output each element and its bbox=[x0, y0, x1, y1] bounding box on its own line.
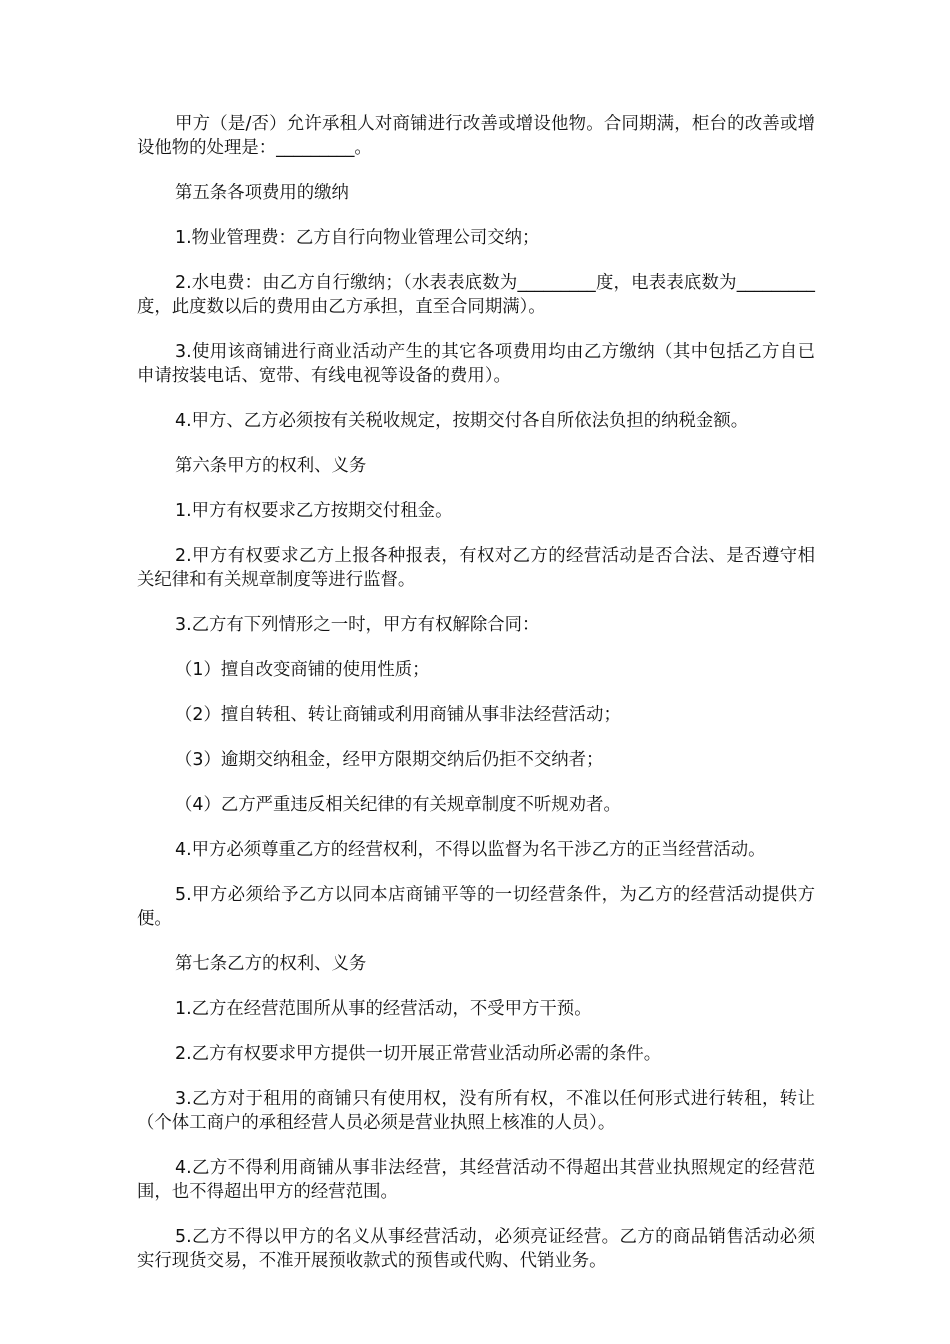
article-6-item-3: 3.乙方有下列情形之一时，甲方有权解除合同： bbox=[175, 615, 540, 635]
article-7-heading: 第七条乙方的权利、义务 bbox=[175, 954, 367, 974]
article-6-subitem-1: （1）擅自改变商铺的使用性质； bbox=[175, 660, 430, 680]
article-5-item-2: 2.水电费：由乙方自行缴纳；（水表表底数为_________度，电表表底数为_________度，此度数以后的费用由乙方承担，直至合同期满）。 bbox=[137, 273, 815, 317]
article-7-item-3: 3.乙方对于租用的商铺只有使用权，没有所有权，不准以任何形式进行转租，转让（个体工商户的承租经营人员必须是营业执照上核准的人员）。 bbox=[137, 1089, 815, 1133]
article-6-subitem-2: （2）擅自转租、转让商铺或利用商铺从事非法经营活动； bbox=[175, 705, 621, 725]
paragraph-alteration-clause: 甲方（是/否）允许承租人对商铺进行改善或增设他物。合同期满，柜台的改善或增设他物的处理是：_________。 bbox=[137, 114, 815, 158]
article-7-item-2: 2.乙方有权要求甲方提供一切开展正常营业活动所必需的条件。 bbox=[175, 1044, 662, 1064]
article-7-item-5: 5.乙方不得以甲方的名义从事经营活动，必须亮证经营。乙方的商品销售活动必须实行现货交易，不准开展预收款式的预售或代购、代销业务。 bbox=[137, 1227, 815, 1271]
article-6-item-2: 2.甲方有权要求乙方上报各种报表，有权对乙方的经营活动是否合法、是否遵守相关纪律和有关规章制度等进行监督。 bbox=[137, 546, 815, 590]
article-6-item-4: 4.甲方必须尊重乙方的经营权利，不得以监督为名干涉乙方的正当经营活动。 bbox=[175, 840, 766, 860]
article-6-subitem-3: （3）逾期交纳租金，经甲方限期交纳后仍拒不交纳者； bbox=[175, 750, 604, 770]
article-7-item-1: 1.乙方在经营范围所从事的经营活动，不受甲方干预。 bbox=[175, 999, 592, 1019]
article-5-item-4: 4.甲方、乙方必须按有关税收规定，按期交付各自所依法负担的纳税金额。 bbox=[175, 411, 749, 431]
article-5-heading: 第五条各项费用的缴纳 bbox=[175, 183, 349, 203]
article-6-subitem-4: （4）乙方严重违反相关纪律的有关规章制度不听规劝者。 bbox=[175, 795, 621, 815]
article-6-heading: 第六条甲方的权利、义务 bbox=[175, 456, 367, 476]
article-6-item-5: 5.甲方必须给予乙方以同本店商铺平等的一切经营条件，为乙方的经营活动提供方便。 bbox=[137, 885, 815, 929]
article-5-item-3: 3.使用该商铺进行商业活动产生的其它各项费用均由乙方缴纳（其中包括乙方自已申请按装电话、宽带、有线电视等设备的费用）。 bbox=[137, 342, 815, 386]
article-6-item-1: 1.甲方有权要求乙方按期交付租金。 bbox=[175, 501, 453, 521]
article-7-item-4: 4.乙方不得利用商铺从事非法经营，其经营活动不得超出其营业执照规定的经营范围，也不得超出甲方的经营范围。 bbox=[137, 1158, 815, 1202]
article-5-item-1: 1.物业管理费：乙方自行向物业管理公司交纳； bbox=[175, 228, 540, 248]
document-body bbox=[137, 112, 815, 1294]
